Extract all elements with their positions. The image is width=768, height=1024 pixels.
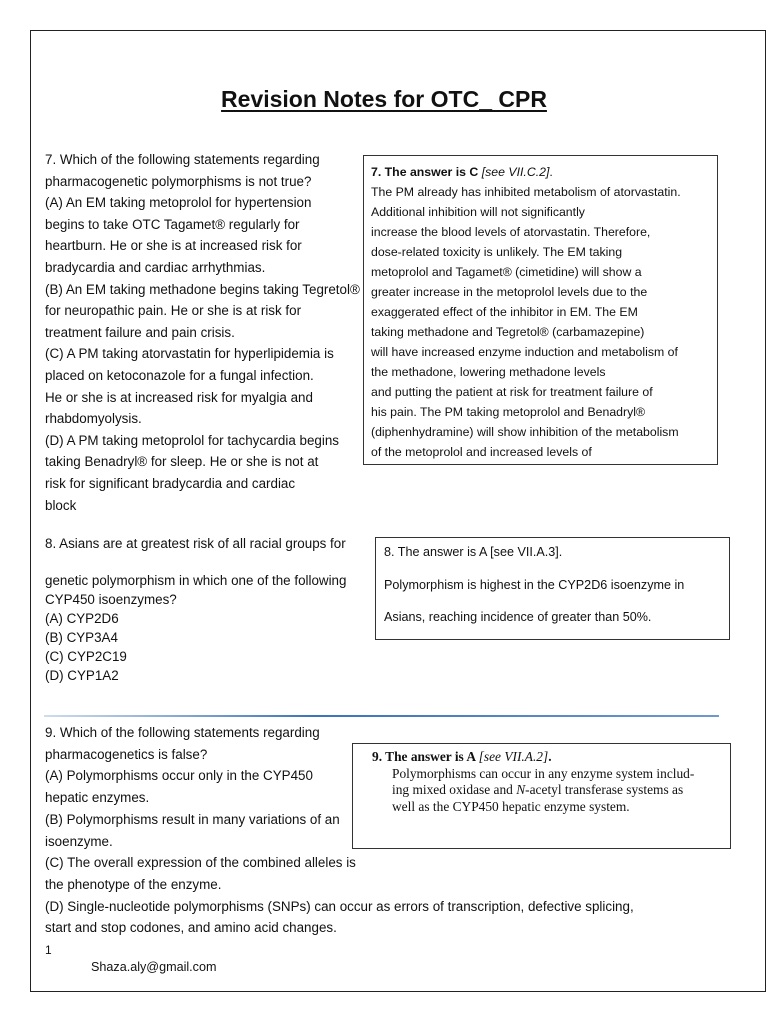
q7-line: for neuropathic pain. He or she is at risk for (45, 303, 302, 319)
a7-line: Additional inhibition will not significantly (371, 205, 585, 219)
a9-line-text: -acetyl transferase systems as (525, 782, 684, 797)
a8-line: Asians, reaching incidence of greater than 50%. (384, 610, 652, 624)
q7-line: heartburn. He or she is at increased risk for (45, 238, 302, 254)
a9-line: well as the CYP450 hepatic enzyme system. (392, 798, 630, 814)
question-7 (45, 149, 360, 516)
a8-line: Polymorphism is highest in the CYP2D6 isoenzyme in (384, 578, 685, 592)
a7-line: metoprolol and Tagamet® (cimetidine) will show a (371, 265, 642, 279)
q9-line: hepatic enzymes. (45, 790, 150, 806)
answer-7-label: 7. The answer is C (371, 165, 479, 179)
q7-line: bradycardia and cardiac arrhythmias. (45, 259, 266, 275)
q9-line: (C) The overall expression of the combined alleles is (45, 855, 356, 871)
q8-option: (D) CYP1A2 (45, 668, 119, 683)
a7-line: greater increase in the metoprolol levels due to the (371, 285, 648, 299)
q7-line: 7. Which of the following statements regarding (45, 152, 320, 167)
q9-line: pharmacogenetics is false? (45, 746, 208, 762)
a7-line: (diphenhydramine) will show inhibition of the metabolism (371, 425, 679, 439)
section-divider (44, 715, 719, 717)
a9-line-text: ing mixed oxidase and (392, 782, 517, 797)
a7-line: the methadone, lowering methadone levels (371, 365, 606, 379)
page-title: Revision Notes for OTC_ CPR (221, 86, 547, 112)
answer-7-period: . (549, 165, 553, 179)
q7-line: begins to take OTC Tagamet® regularly for (45, 216, 300, 232)
q9-line: (B) Polymorphisms result in many variations of an (45, 811, 340, 827)
a7-line: dose-related toxicity is unlikely. The EM taking (371, 245, 623, 259)
q7-line: placed on ketoconazole for a fungal infection. (45, 367, 314, 383)
q7-line: He or she is at increased risk for myalgia and (45, 389, 313, 405)
a9-line-italic: N (516, 782, 526, 797)
q9-line: start and stop codones, and amino acid changes. (45, 920, 337, 936)
a7-line: of the metoprolol and increased levels of (371, 445, 592, 459)
answer-9-period: . (548, 749, 552, 764)
q9-line: (D) Single-nucleotide polymorphisms (SNPs) can occur as errors of transcription, defective splicing, (45, 898, 634, 914)
q9-line: isoenzyme. (45, 833, 113, 849)
a7-line: and putting the patient at risk for treatment failure of (371, 385, 653, 399)
answer-9-label: 9. The answer is A (372, 749, 476, 764)
answer-8-box (375, 537, 730, 640)
q7-line: rhabdomyolysis. (45, 411, 142, 427)
q7-line: (C) A PM taking atorvastatin for hyperlipidemia is (45, 346, 334, 362)
q8-option: (C) CYP2C19 (45, 649, 127, 664)
page-number: 1 (45, 943, 52, 957)
q7-line: block (45, 497, 77, 513)
a7-line: The PM already has inhibited metabolism of atorvastatin. (371, 185, 681, 199)
answer-7-heading (371, 162, 717, 182)
answer-9-box (352, 743, 731, 849)
a7-line: taking methadone and Tegretol® (carbamazepine) (371, 325, 645, 339)
answer-9-reference: [see VII.A.2] (478, 749, 549, 764)
a7-line: increase the blood levels of atorvastatin. Therefore, (371, 225, 651, 239)
a7-line: exaggerated effect of the inhibitor in EM. The EM (371, 305, 638, 319)
q9-line: (A) Polymorphisms occur only in the CYP450 (45, 768, 313, 784)
question-8-intro: 8. Asians are at greatest risk of all racial groups for (45, 536, 346, 551)
q9-line: the phenotype of the enzyme. (45, 876, 222, 892)
q8-line: CYP450 isoenzymes? (45, 592, 177, 607)
author-email: Shaza.aly@gmail.com (91, 960, 217, 974)
q7-line: taking Benadryl® for sleep. He or she is not at (45, 454, 319, 470)
q8-line: genetic polymorphism in which one of the following (45, 573, 347, 588)
answer-9-heading (372, 749, 730, 766)
q8-option: (A) CYP2D6 (45, 611, 119, 626)
answer-7-reference: [see VII.C.2] (481, 165, 550, 179)
a9-line: Polymorphisms can occur in any enzyme system includ- (392, 765, 695, 781)
question-8 (45, 571, 346, 685)
q7-line: (A) An EM taking metoprolol for hypertension (45, 195, 312, 211)
answer-8-heading: 8. The answer is A [see VII.A.3]. (384, 545, 563, 559)
a7-line: his pain. The PM taking metoprolol and Benadryl® (371, 405, 646, 419)
a9-line (372, 782, 730, 799)
q7-line: (B) An EM taking methadone begins taking Tegretol® (45, 281, 360, 297)
q7-line: risk for significant bradycardia and cardiac (45, 475, 296, 491)
q7-line: (D) A PM taking metoprolol for tachycardia begins (45, 432, 339, 448)
q8-option: (B) CYP3A4 (45, 630, 118, 645)
q7-line: treatment failure and pain crisis. (45, 324, 235, 340)
q9-line: 9. Which of the following statements regarding (45, 725, 320, 740)
a7-line: will have increased enzyme induction and metabolism of (371, 345, 678, 359)
answer-7-box (363, 155, 718, 465)
q7-line: pharmacogenetic polymorphisms is not true? (45, 173, 312, 189)
